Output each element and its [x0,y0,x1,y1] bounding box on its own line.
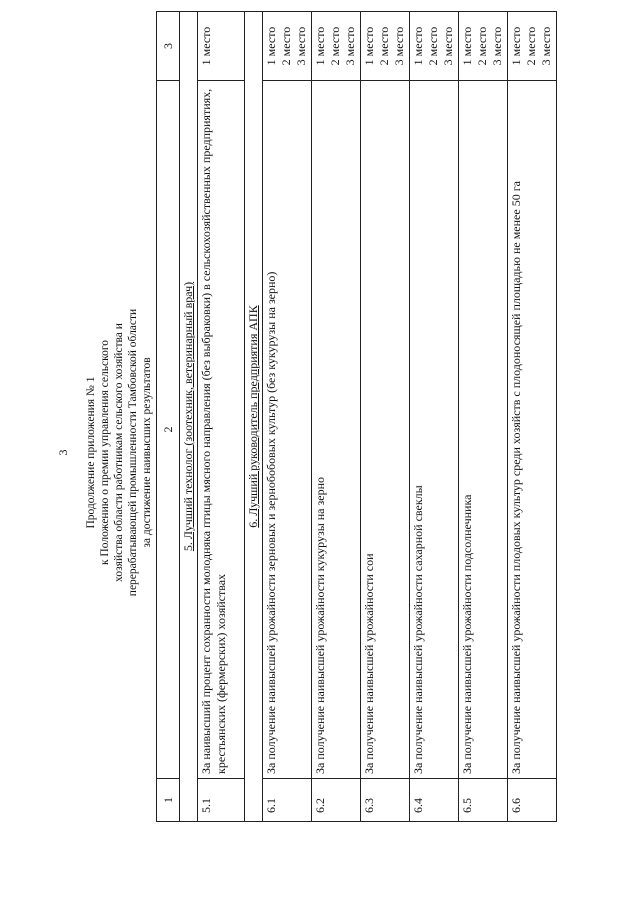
table-header-row [157,12,180,822]
row-number: 5.1 [198,779,245,822]
table-row [198,12,245,822]
place-label: 1 место [460,26,474,66]
award-places [410,12,459,81]
place-label: 2 место [377,26,391,66]
table-row [459,12,508,822]
place-label: 3 место [392,26,406,66]
section-title-5: 5. Лучший технолог (зоотехник, ветеринарный врач) [181,281,195,552]
criterion-text: За получение наивысшей урожайности зерновых и зернобобовых культур (без кукурузы на зерно) [263,81,312,779]
place-label: 1 место [509,26,523,66]
award-places [312,12,361,81]
col-header-2: 2 [157,81,180,779]
header-line: за достижение наивысших результатов [141,357,153,548]
award-places [361,12,410,81]
row-number: 6.3 [361,779,410,822]
place-label: 3 место [490,26,504,66]
table-row [361,12,410,822]
place-label: 1 место [264,26,278,66]
criterion-text: За получение наивысшей урожайности кукурузы на зерно [312,81,361,779]
row-number: 6.4 [410,779,459,822]
criterion-text: За получение наивысшей урожайности сахарной свеклы [410,81,459,779]
section-row [180,12,198,822]
header-line: хозяйства области работникам сельского хозяйства и [113,323,125,582]
table-row [508,12,557,822]
place-label: 2 место [426,26,440,66]
row-number: 6.6 [508,779,557,822]
award-places [508,12,557,81]
page-number: 3 [56,449,70,456]
place-label: 2 место [524,26,538,66]
header-line: Продолжение приложения № 1 [85,376,97,529]
section-row [245,12,263,822]
awards-table [156,11,557,822]
header-line: к Положению о премии управления сельского [99,339,111,566]
table-row [410,12,459,822]
criterion-text: За получение наивысшей урожайности подсолнечника [459,81,508,779]
document-header [84,0,154,905]
col-header-3: 3 [157,12,180,81]
place-label: 1 место [313,26,327,66]
col-header-1: 1 [157,779,180,822]
place-label: 3 место [343,26,357,66]
award-places [263,12,312,81]
criterion-text: За получение наивысшей урожайности сои [361,81,410,779]
row-number: 6.2 [312,779,361,822]
table-row [312,12,361,822]
row-number: 6.5 [459,779,508,822]
criterion-text: За получение наивысшей урожайности плодовых культур среди хозяйств с плодоносящей площадью не менее 50 га [508,81,557,779]
award-places [459,12,508,81]
criterion-text: За наивысший процент сохранности молодняка птицы мясного направления (без выбраковки) в сельскохозяйственных предприятиях, крестьянских (фермерских) хозяйствах [198,81,245,779]
place-label: 2 место [279,26,293,66]
place-label: 1 место [362,26,376,66]
table-row [263,12,312,822]
section-title-6: 6. Лучший руководитель предприятия АПК [246,305,260,528]
award-places [198,12,245,81]
place-label: 1 место [411,26,425,66]
place-label: 2 место [475,26,489,66]
header-line: перерабатывающей промышленности Тамбовской области [127,308,139,597]
place-label: 3 место [294,26,308,66]
row-number: 6.1 [263,779,312,822]
place-label: 2 место [328,26,342,66]
place-label: 3 место [441,26,455,66]
place-label: 3 место [539,26,553,66]
place-label: 1 место [199,26,213,66]
